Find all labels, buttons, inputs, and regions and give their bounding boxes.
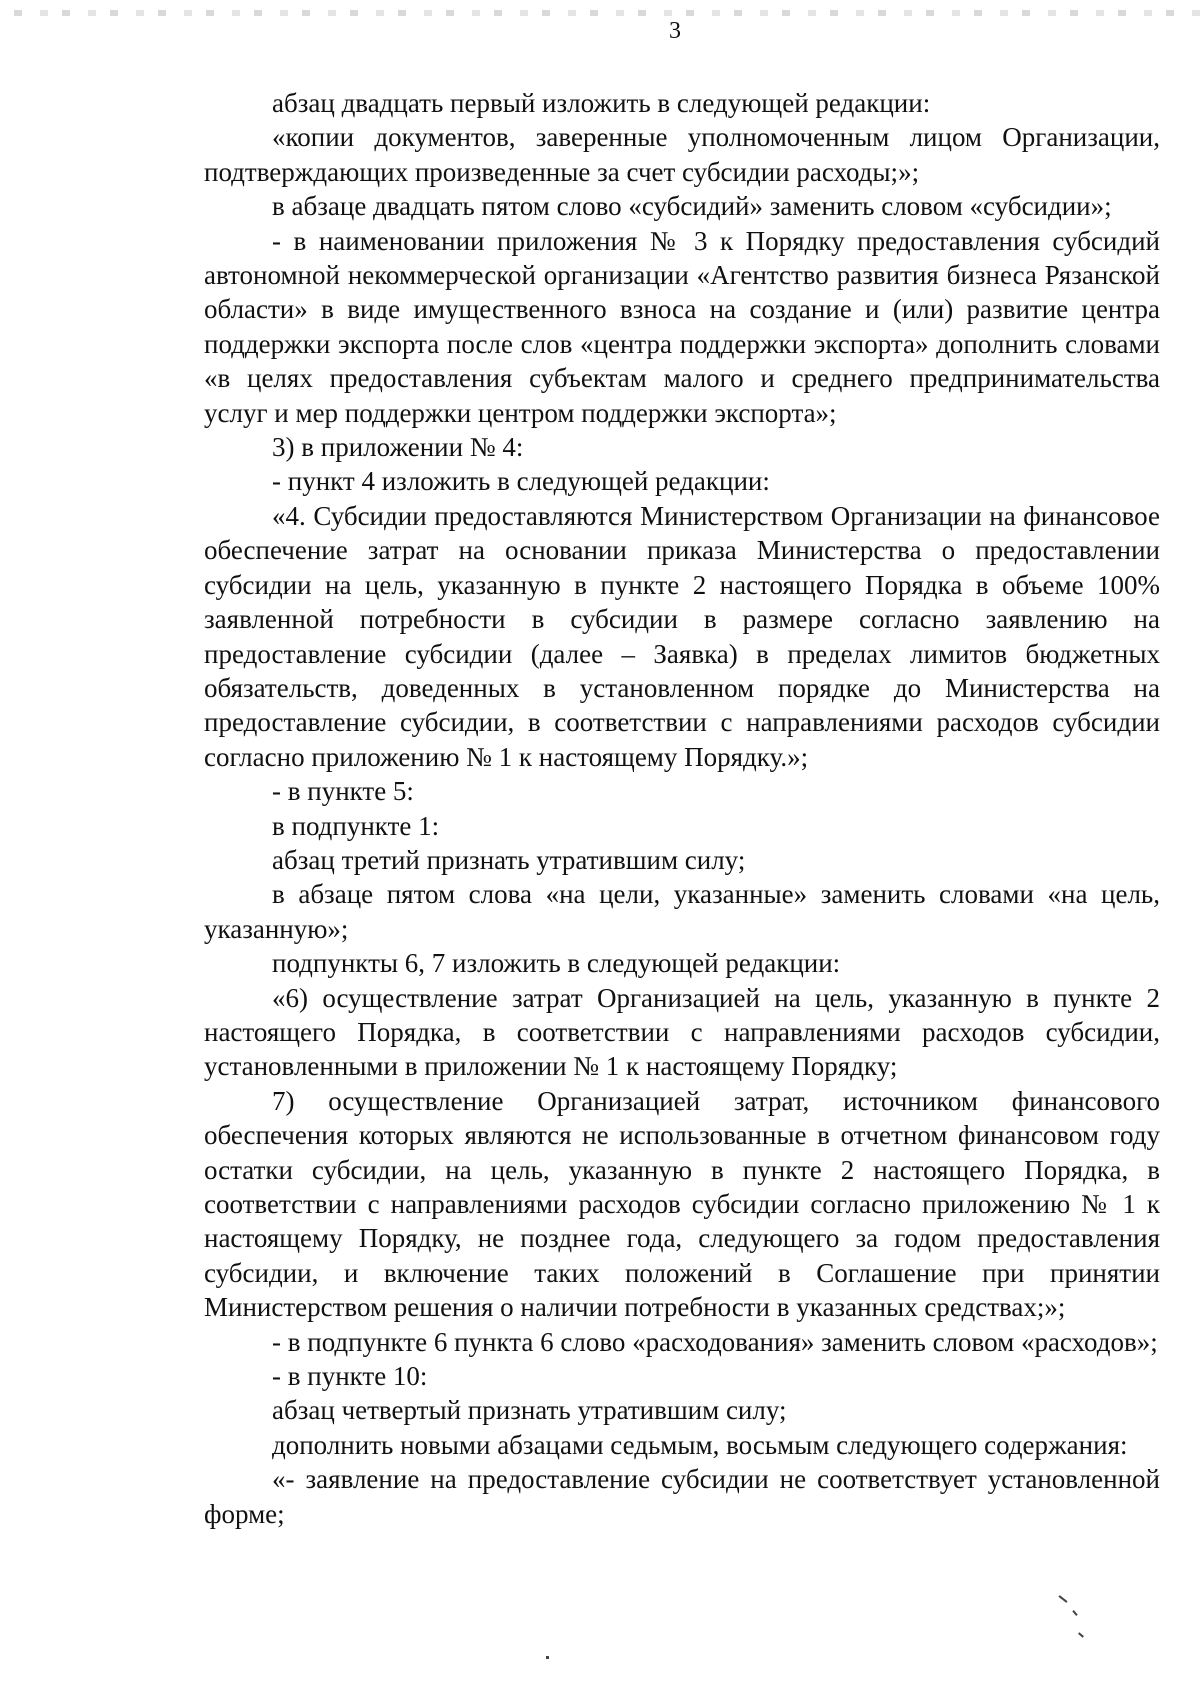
paragraph: «копии документов, заверенные уполномоченным лицом Организации, подтверждающих произведенные за счет субсидии расходы;»;	[204, 122, 1160, 187]
scan-mark	[1072, 1610, 1077, 1616]
paragraph: «- заявление на предоставление субсидии не соответствует установленной форме;	[204, 1464, 1160, 1529]
paragraph: 7) осуществление Организацией затрат, источником финансового обеспечения которых являются не использованные в отчетном финансовом году остатки субсидии, на цель, указанную в пункте 2 настоящего Порядка, в соответствии с направлениями расходов субсидии согласно приложению № 1 к настоящему Порядку, не позднее года, следующего за годом предоставления субсидии, и включение таких положений в Соглашение при принятии Министерством решения о наличии потребности в указанных средствах;»;	[204, 1085, 1160, 1323]
paragraph: абзац двадцать первый изложить в следующей редакции:	[272, 88, 931, 118]
paragraph: - в пункте 10:	[272, 1361, 428, 1392]
paragraph: в подпункте 1:	[272, 810, 440, 841]
scan-artifact	[0, 10, 1200, 16]
paragraph: - в пункте 5:	[272, 776, 414, 807]
paragraph: - пункт 4 изложить в следующей редакции:	[272, 466, 770, 497]
paragraph: в абзаце пятом слова «на цели, указанные» заменить словами «на цель, указанную»;	[204, 879, 1160, 944]
paragraph: - в наименовании приложения № 3 к Порядку предоставления субсидий автономной некоммерческой организации «Агентство развития бизнеса Рязанской области» в виде имущественного взноса на создание и (или) развитие центра поддержки экспорта после слов «центра поддержки экспорта» дополнить словами «в целях предоставления субъектам малого и среднего предпринимательства услуг и мер поддержки центром поддержки экспорта»;	[204, 225, 1160, 428]
paragraph: «6) осуществление затрат Организацией на цель, указанную в пункте 2 настоящего Порядка, в соответствии с направлениями расходов субсидии, установленными в приложении № 1 к настоящему Порядку;	[204, 982, 1160, 1082]
document-body	[204, 86, 1160, 1531]
paragraph: «4. Субсидии предоставляются Министерством Организации на финансовое обеспечение затрат на основании приказа Министерства о предоставлении субсидии на цель, указанную в пункте 2 настоящего Порядка в объеме 100% заявленной потребности в субсидии в размере согласно заявлению на предоставление субсидии (далее – Заявка) в пределах лимитов бюджетных обязательств, доведенных в установленном порядке до Министерства на предоставление субсидии, в соответствии с направлениями расходов субсидии согласно приложению № 1 к настоящему Порядку.»;	[204, 500, 1160, 772]
paragraph: абзац четвертый признать утратившим силу;	[272, 1395, 787, 1426]
paragraph: 3) в приложении № 4:	[272, 432, 524, 463]
paragraph: дополнить новыми абзацами седьмым, восьмым следующего содержания:	[272, 1429, 1128, 1460]
scan-mark	[1078, 1632, 1084, 1637]
paragraph: абзац третий признать утратившим силу;	[272, 844, 746, 875]
scan-mark	[546, 1656, 549, 1659]
paragraph: - в подпункте 6 пункта 6 слово «расходования» заменить словом «расходов»;	[272, 1326, 1158, 1357]
page-number: 3	[669, 18, 681, 44]
paragraph: подпункты 6, 7 изложить в следующей редакции:	[272, 948, 841, 979]
scan-mark	[1058, 1595, 1067, 1603]
paragraph: в абзаце двадцать пятом слово «субсидий» заменить словом «субсидии»;	[272, 191, 1112, 222]
